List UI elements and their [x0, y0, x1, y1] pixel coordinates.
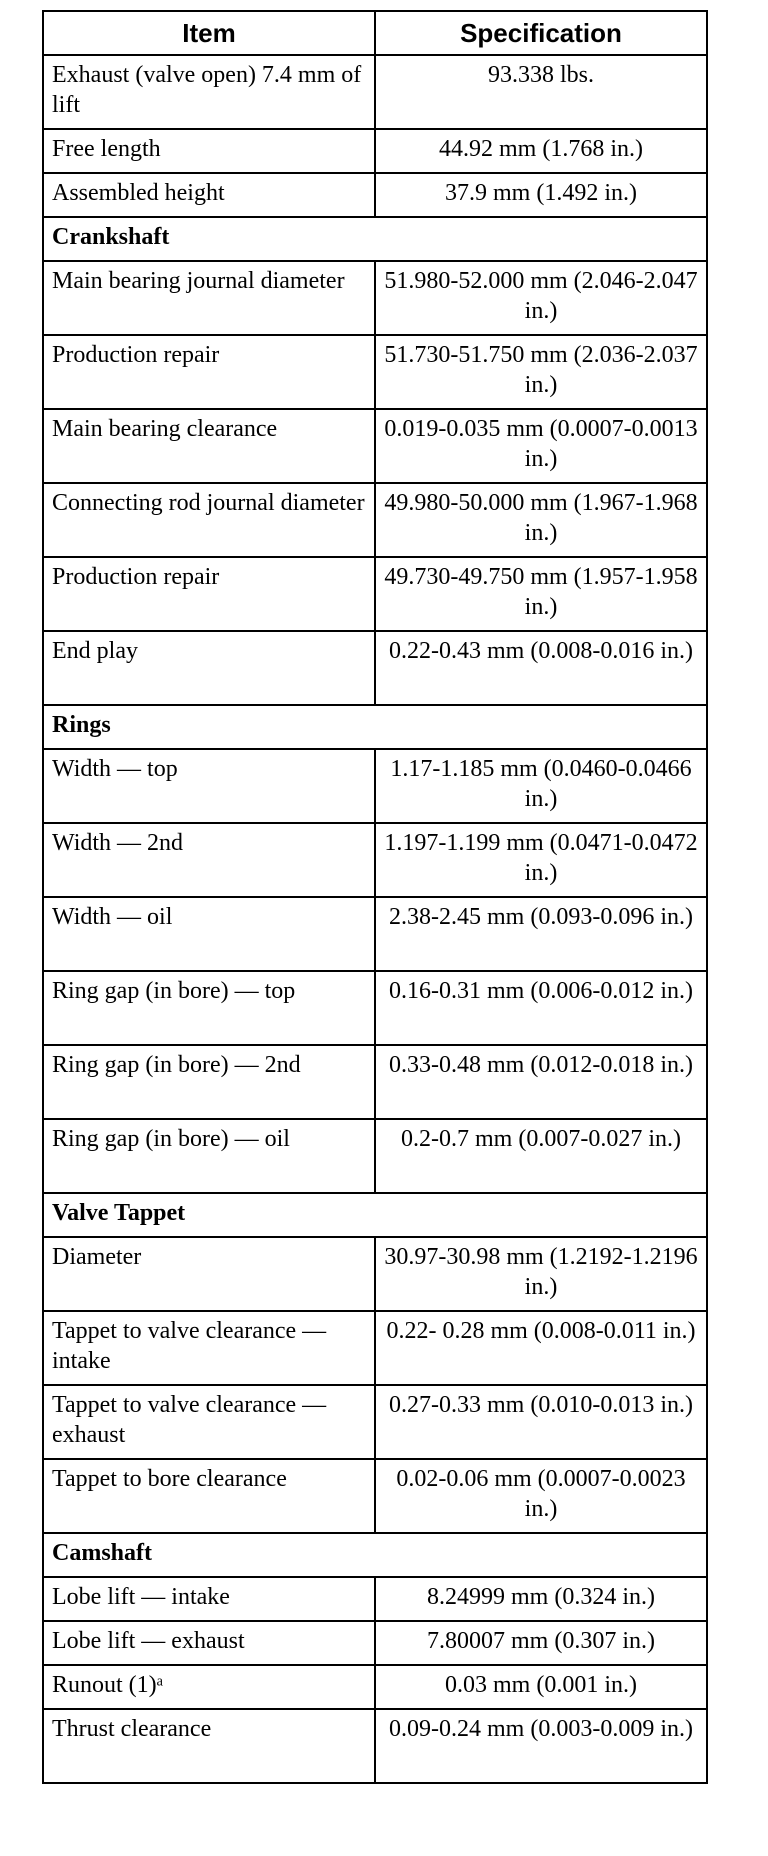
spec-cell	[375, 1045, 707, 1119]
spec-text: 0.2-0.7 mm (0.007-0.027 in.)	[401, 1126, 681, 1152]
item-cell	[43, 971, 375, 1045]
spec-cell	[375, 335, 707, 409]
item-text: Lobe lift — intake	[52, 1584, 230, 1610]
spec-text: 51.980-52.000 mm (2.046-2.047 in.)	[384, 268, 698, 324]
table-row	[43, 1459, 707, 1533]
item-text: End play	[52, 638, 138, 664]
table-row	[43, 129, 707, 173]
spec-cell	[375, 1119, 707, 1193]
spec-cell	[375, 897, 707, 971]
item-cell	[43, 261, 375, 335]
section-row	[43, 705, 707, 749]
table-row	[43, 55, 707, 129]
spec-cell	[375, 1237, 707, 1311]
table-row	[43, 897, 707, 971]
item-cell	[43, 409, 375, 483]
spec-text: 8.24999 mm (0.324 in.)	[427, 1584, 655, 1610]
table-row	[43, 335, 707, 409]
item-text: Connecting rod journal diameter	[52, 490, 365, 516]
item-cell	[43, 1709, 375, 1783]
table-row	[43, 1119, 707, 1193]
spec-cell	[375, 1311, 707, 1385]
item-cell	[43, 1119, 375, 1193]
item-text: Diameter	[52, 1244, 142, 1270]
item-text: Lobe lift — exhaust	[52, 1628, 245, 1654]
table-row	[43, 1045, 707, 1119]
section-row	[43, 1193, 707, 1237]
spec-cell	[375, 1621, 707, 1665]
section-row	[43, 217, 707, 261]
item-cell	[43, 55, 375, 129]
item-text: Ring gap (in bore) — oil	[52, 1126, 290, 1152]
header-specification: Specification	[375, 11, 707, 55]
spec-text: 2.38-2.45 mm (0.093-0.096 in.)	[389, 904, 693, 930]
item-cell	[43, 1665, 375, 1709]
section-label	[43, 1193, 707, 1237]
spec-text: 1.17-1.185 mm (0.0460-0.0466 in.)	[390, 756, 692, 812]
item-cell	[43, 1237, 375, 1311]
table-row	[43, 1577, 707, 1621]
spec-cell	[375, 55, 707, 129]
table-row	[43, 261, 707, 335]
item-text: Production repair	[52, 564, 220, 590]
spec-cell	[375, 1385, 707, 1459]
spec-text: 93.338 lbs.	[487, 62, 594, 88]
header-item: Item	[43, 11, 375, 55]
spec-text: 0.02-0.06 mm (0.0007-0.0023 in.)	[396, 1466, 686, 1522]
table-row	[43, 409, 707, 483]
table-row	[43, 1385, 707, 1459]
spec-text: 0.03 mm (0.001 in.)	[445, 1672, 637, 1698]
item-text: Tappet to valve clearance — exhaust	[52, 1392, 327, 1448]
spec-text: 0.019-0.035 mm (0.0007-0.0013 in.)	[384, 416, 698, 472]
table-row	[43, 1665, 707, 1709]
item-cell	[43, 749, 375, 823]
item-text: Tappet to valve clearance — intake	[52, 1318, 327, 1374]
section-label	[43, 217, 707, 261]
table-row	[43, 483, 707, 557]
item-cell	[43, 129, 375, 173]
spec-cell	[375, 409, 707, 483]
item-cell	[43, 483, 375, 557]
spec-text: 0.22- 0.28 mm (0.008-0.011 in.)	[386, 1318, 696, 1344]
spec-text: 1.197-1.199 mm (0.0471-0.0472 in.)	[384, 830, 698, 886]
spec-cell	[375, 971, 707, 1045]
table-row	[43, 749, 707, 823]
item-cell	[43, 631, 375, 705]
spec-cell	[375, 261, 707, 335]
item-cell	[43, 1459, 375, 1533]
table-body	[43, 55, 707, 1783]
section-label-text: Camshaft	[52, 1540, 152, 1566]
spec-cell	[375, 1665, 707, 1709]
item-cell	[43, 557, 375, 631]
item-text: Free length	[52, 136, 161, 162]
spec-text: 0.22-0.43 mm (0.008-0.016 in.)	[389, 638, 693, 664]
item-text: Width — oil	[52, 904, 173, 930]
item-cell	[43, 1577, 375, 1621]
item-text: Production repair	[52, 342, 220, 368]
spec-text: 30.97-30.98 mm (1.2192-1.2196 in.)	[384, 1244, 698, 1300]
spec-cell	[375, 483, 707, 557]
table-row	[43, 1621, 707, 1665]
section-label	[43, 1533, 707, 1577]
spec-text: 49.730-49.750 mm (1.957-1.958 in.)	[384, 564, 698, 620]
spec-cell	[375, 631, 707, 705]
item-text: Ring gap (in bore) — 2nd	[52, 1052, 301, 1078]
item-text: Main bearing journal diameter	[52, 268, 345, 294]
table-row	[43, 1709, 707, 1783]
spec-text: 0.16-0.31 mm (0.006-0.012 in.)	[389, 978, 693, 1004]
item-cell	[43, 1045, 375, 1119]
item-text: Width — 2nd	[52, 830, 184, 856]
section-row	[43, 1533, 707, 1577]
spec-cell	[375, 557, 707, 631]
item-cell	[43, 173, 375, 217]
item-cell	[43, 1385, 375, 1459]
item-text: Ring gap (in bore) — top	[52, 978, 296, 1004]
spec-cell	[375, 129, 707, 173]
section-label	[43, 705, 707, 749]
item-text: Exhaust (valve open) 7.4 mm of lift	[52, 62, 362, 118]
table-row	[43, 971, 707, 1045]
item-text: Tappet to bore clearance	[52, 1466, 287, 1492]
spec-cell	[375, 823, 707, 897]
spec-cell	[375, 1577, 707, 1621]
table-row	[43, 1311, 707, 1385]
spec-text: 51.730-51.750 mm (2.036-2.037 in.)	[384, 342, 698, 398]
item-text: Thrust clearance	[52, 1716, 212, 1742]
table-header-row	[43, 11, 707, 55]
table-row	[43, 1237, 707, 1311]
table-row	[43, 557, 707, 631]
spec-cell	[375, 173, 707, 217]
spec-cell	[375, 1709, 707, 1783]
section-label-text: Valve Tappet	[52, 1200, 186, 1226]
item-cell	[43, 897, 375, 971]
spec-text: 37.9 mm (1.492 in.)	[445, 180, 637, 206]
spec-text: 49.980-50.000 mm (1.967-1.968 in.)	[384, 490, 698, 546]
item-text: Runout (1)ᵃ	[52, 1672, 164, 1698]
spec-text: 0.27-0.33 mm (0.010-0.013 in.)	[389, 1392, 693, 1418]
spec-text: 44.92 mm (1.768 in.)	[439, 136, 643, 162]
item-cell	[43, 1621, 375, 1665]
section-label-text: Rings	[52, 712, 111, 738]
spec-text: 7.80007 mm (0.307 in.)	[427, 1628, 655, 1654]
item-cell	[43, 335, 375, 409]
table-row	[43, 173, 707, 217]
spec-text: 0.33-0.48 mm (0.012-0.018 in.)	[389, 1052, 693, 1078]
item-text: Assembled height	[52, 180, 225, 206]
spec-cell	[375, 749, 707, 823]
item-cell	[43, 823, 375, 897]
spec-cell	[375, 1459, 707, 1533]
item-text: Main bearing clearance	[52, 416, 278, 442]
spec-table-container	[42, 10, 706, 1784]
spec-text: 0.09-0.24 mm (0.003-0.009 in.)	[389, 1716, 693, 1742]
table-row	[43, 823, 707, 897]
item-cell	[43, 1311, 375, 1385]
item-text: Width — top	[52, 756, 178, 782]
table-row	[43, 631, 707, 705]
section-label-text: Crankshaft	[52, 224, 170, 250]
specification-table	[42, 10, 708, 1784]
